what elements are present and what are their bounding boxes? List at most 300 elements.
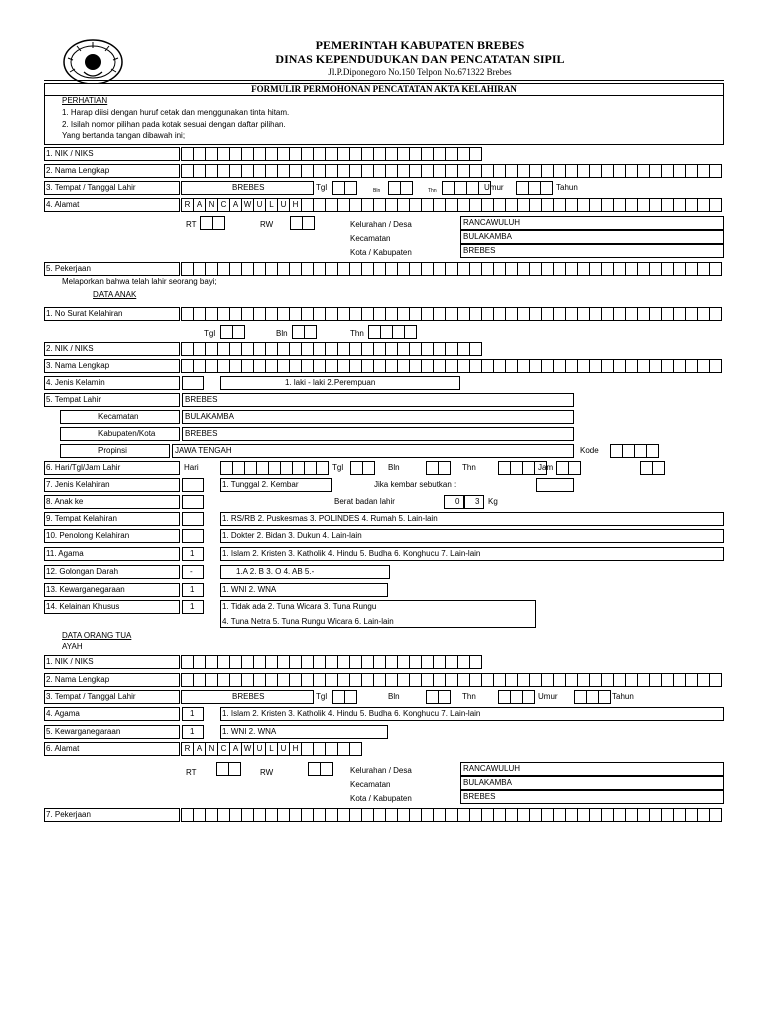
- char-cell[interactable]: [557, 461, 569, 475]
- char-cell[interactable]: [386, 673, 398, 687]
- reporter-umur-field[interactable]: [516, 181, 553, 195]
- char-cell[interactable]: [554, 307, 566, 321]
- char-cell[interactable]: [650, 262, 662, 276]
- char-cell[interactable]: [218, 673, 230, 687]
- child-berat-field-b[interactable]: [464, 495, 484, 509]
- char-cell[interactable]: [529, 181, 541, 195]
- char-cell[interactable]: [242, 164, 254, 178]
- char-cell[interactable]: A: [230, 742, 242, 756]
- char-cell[interactable]: [674, 198, 686, 212]
- char-cell[interactable]: [662, 307, 674, 321]
- char-cell[interactable]: [182, 808, 194, 822]
- char-cell[interactable]: [698, 198, 710, 212]
- char-cell[interactable]: [290, 673, 302, 687]
- char-cell[interactable]: [470, 673, 482, 687]
- char-cell[interactable]: [290, 342, 302, 356]
- char-cell[interactable]: [206, 359, 218, 373]
- child-berat-field-a[interactable]: [444, 495, 464, 509]
- char-cell[interactable]: [369, 325, 381, 339]
- father-umur-field[interactable]: [574, 690, 611, 704]
- char-cell[interactable]: [266, 673, 278, 687]
- char-cell[interactable]: [602, 262, 614, 276]
- char-cell[interactable]: [422, 262, 434, 276]
- char-cell[interactable]: A: [230, 198, 242, 212]
- child-anakke-field[interactable]: [182, 495, 204, 509]
- char-cell[interactable]: [566, 198, 578, 212]
- char-cell[interactable]: [434, 262, 446, 276]
- char-cell[interactable]: [362, 359, 374, 373]
- char-cell[interactable]: [230, 147, 242, 161]
- char-cell[interactable]: U: [254, 198, 266, 212]
- char-cell[interactable]: [386, 359, 398, 373]
- char-cell[interactable]: [518, 359, 530, 373]
- char-cell[interactable]: [554, 262, 566, 276]
- char-cell[interactable]: [293, 461, 305, 475]
- char-cell[interactable]: [242, 262, 254, 276]
- char-cell[interactable]: [614, 262, 626, 276]
- char-cell[interactable]: [194, 808, 206, 822]
- father-pekerjaan-field[interactable]: [181, 808, 722, 822]
- char-cell[interactable]: [506, 262, 518, 276]
- char-cell[interactable]: [446, 808, 458, 822]
- char-cell[interactable]: [218, 262, 230, 276]
- char-cell[interactable]: [518, 307, 530, 321]
- char-cell[interactable]: [410, 808, 422, 822]
- char-cell[interactable]: [422, 655, 434, 669]
- char-cell[interactable]: [242, 655, 254, 669]
- char-cell[interactable]: [389, 181, 401, 195]
- char-cell[interactable]: [686, 359, 698, 373]
- char-cell[interactable]: A: [194, 742, 206, 756]
- char-cell[interactable]: [362, 307, 374, 321]
- child-tempat-field[interactable]: [182, 393, 574, 407]
- char-cell[interactable]: [257, 461, 269, 475]
- child-kec-field[interactable]: [182, 410, 574, 424]
- char-cell[interactable]: [410, 147, 422, 161]
- char-cell[interactable]: [422, 673, 434, 687]
- char-cell[interactable]: [266, 164, 278, 178]
- char-cell[interactable]: [674, 307, 686, 321]
- char-cell[interactable]: [542, 164, 554, 178]
- char-cell[interactable]: [302, 164, 314, 178]
- char-cell[interactable]: [206, 262, 218, 276]
- char-cell[interactable]: [302, 673, 314, 687]
- char-cell[interactable]: [614, 359, 626, 373]
- reporter-rt-field[interactable]: [200, 216, 225, 230]
- char-cell[interactable]: [302, 262, 314, 276]
- char-cell[interactable]: [206, 147, 218, 161]
- char-cell[interactable]: [206, 673, 218, 687]
- char-cell[interactable]: [302, 742, 314, 756]
- char-cell[interactable]: [326, 655, 338, 669]
- char-cell[interactable]: [446, 164, 458, 178]
- char-cell[interactable]: [305, 325, 317, 339]
- father-rt-field[interactable]: [216, 762, 241, 776]
- child-kode-field[interactable]: [610, 444, 659, 458]
- char-cell[interactable]: [710, 673, 722, 687]
- char-cell[interactable]: [338, 742, 350, 756]
- char-cell[interactable]: [374, 147, 386, 161]
- char-cell[interactable]: [254, 808, 266, 822]
- char-cell[interactable]: [499, 461, 511, 475]
- child-tgl-field[interactable]: [350, 461, 375, 475]
- char-cell[interactable]: [422, 342, 434, 356]
- char-cell[interactable]: [398, 164, 410, 178]
- char-cell[interactable]: [338, 164, 350, 178]
- char-cell[interactable]: [326, 359, 338, 373]
- char-cell[interactable]: [326, 673, 338, 687]
- char-cell[interactable]: [578, 198, 590, 212]
- char-cell[interactable]: [434, 342, 446, 356]
- char-cell[interactable]: [602, 359, 614, 373]
- char-cell[interactable]: [345, 181, 357, 195]
- char-cell[interactable]: [518, 164, 530, 178]
- char-cell[interactable]: [326, 742, 338, 756]
- char-cell[interactable]: [641, 461, 653, 475]
- reporter-kota-field[interactable]: [460, 244, 724, 258]
- reporter-pekerjaan-field[interactable]: [181, 262, 722, 276]
- char-cell[interactable]: [566, 808, 578, 822]
- char-cell[interactable]: [458, 673, 470, 687]
- char-cell[interactable]: [541, 181, 553, 195]
- char-cell[interactable]: [290, 359, 302, 373]
- char-cell[interactable]: [422, 164, 434, 178]
- char-cell[interactable]: [611, 444, 623, 458]
- char-cell[interactable]: [518, 673, 530, 687]
- char-cell[interactable]: [206, 808, 218, 822]
- char-cell[interactable]: [206, 164, 218, 178]
- char-cell[interactable]: [314, 359, 326, 373]
- char-cell[interactable]: [278, 262, 290, 276]
- char-cell[interactable]: [230, 673, 242, 687]
- char-cell[interactable]: [386, 808, 398, 822]
- char-cell[interactable]: [302, 198, 314, 212]
- char-cell[interactable]: [410, 262, 422, 276]
- char-cell[interactable]: [266, 307, 278, 321]
- char-cell[interactable]: [650, 673, 662, 687]
- char-cell[interactable]: [674, 164, 686, 178]
- char-cell[interactable]: [314, 164, 326, 178]
- char-cell[interactable]: [386, 164, 398, 178]
- char-cell[interactable]: [446, 262, 458, 276]
- char-cell[interactable]: [506, 198, 518, 212]
- char-cell[interactable]: [590, 673, 602, 687]
- char-cell[interactable]: [626, 359, 638, 373]
- char-cell[interactable]: [194, 262, 206, 276]
- char-cell[interactable]: [201, 216, 213, 230]
- char-cell[interactable]: [542, 359, 554, 373]
- char-cell[interactable]: [405, 325, 417, 339]
- char-cell[interactable]: [523, 690, 535, 704]
- char-cell[interactable]: [278, 808, 290, 822]
- child-bln-field[interactable]: [426, 461, 451, 475]
- char-cell[interactable]: [194, 307, 206, 321]
- char-cell[interactable]: [182, 655, 194, 669]
- char-cell[interactable]: [662, 673, 674, 687]
- char-cell[interactable]: [410, 673, 422, 687]
- char-cell[interactable]: [599, 690, 611, 704]
- char-cell[interactable]: [362, 673, 374, 687]
- char-cell[interactable]: [422, 147, 434, 161]
- char-cell[interactable]: [530, 262, 542, 276]
- char-cell[interactable]: [542, 262, 554, 276]
- reporter-rw-field[interactable]: [290, 216, 315, 230]
- char-cell[interactable]: N: [206, 198, 218, 212]
- char-cell[interactable]: [386, 262, 398, 276]
- char-cell[interactable]: [398, 198, 410, 212]
- char-cell[interactable]: [345, 690, 357, 704]
- char-cell[interactable]: [470, 307, 482, 321]
- char-cell[interactable]: [470, 808, 482, 822]
- char-cell[interactable]: [386, 147, 398, 161]
- char-cell[interactable]: [398, 808, 410, 822]
- char-cell[interactable]: [281, 461, 293, 475]
- char-cell[interactable]: [218, 307, 230, 321]
- char-cell[interactable]: [530, 307, 542, 321]
- char-cell[interactable]: [230, 342, 242, 356]
- char-cell[interactable]: [470, 655, 482, 669]
- char-cell[interactable]: [653, 461, 665, 475]
- char-cell[interactable]: C: [218, 742, 230, 756]
- char-cell[interactable]: [338, 673, 350, 687]
- char-cell[interactable]: [242, 808, 254, 822]
- char-cell[interactable]: [254, 262, 266, 276]
- char-cell[interactable]: [686, 262, 698, 276]
- char-cell[interactable]: [638, 307, 650, 321]
- char-cell[interactable]: [266, 262, 278, 276]
- reporter-bln-field[interactable]: [388, 181, 413, 195]
- char-cell[interactable]: [623, 444, 635, 458]
- char-cell[interactable]: [302, 808, 314, 822]
- char-cell[interactable]: [506, 164, 518, 178]
- char-cell[interactable]: [350, 307, 362, 321]
- char-cell[interactable]: [422, 307, 434, 321]
- char-cell[interactable]: [587, 690, 599, 704]
- char-cell[interactable]: [266, 342, 278, 356]
- char-cell[interactable]: [530, 808, 542, 822]
- char-cell[interactable]: [626, 198, 638, 212]
- char-cell[interactable]: [662, 359, 674, 373]
- char-cell[interactable]: [338, 262, 350, 276]
- char-cell[interactable]: L: [266, 198, 278, 212]
- char-cell[interactable]: [434, 307, 446, 321]
- char-cell[interactable]: [206, 307, 218, 321]
- char-cell[interactable]: [386, 655, 398, 669]
- char-cell[interactable]: [182, 164, 194, 178]
- char-cell[interactable]: [506, 673, 518, 687]
- char-cell[interactable]: [590, 262, 602, 276]
- child-jk-field[interactable]: [182, 376, 204, 390]
- char-cell[interactable]: [314, 262, 326, 276]
- char-cell[interactable]: [698, 359, 710, 373]
- char-cell[interactable]: [254, 673, 266, 687]
- char-cell[interactable]: [278, 342, 290, 356]
- char-cell[interactable]: [602, 307, 614, 321]
- char-cell[interactable]: [218, 655, 230, 669]
- char-cell[interactable]: A: [194, 198, 206, 212]
- char-cell[interactable]: [362, 262, 374, 276]
- char-cell[interactable]: [698, 262, 710, 276]
- char-cell[interactable]: [242, 307, 254, 321]
- char-cell[interactable]: [578, 808, 590, 822]
- char-cell[interactable]: [458, 307, 470, 321]
- char-cell[interactable]: [290, 307, 302, 321]
- char-cell[interactable]: [578, 307, 590, 321]
- char-cell[interactable]: [338, 359, 350, 373]
- char-cell[interactable]: [566, 359, 578, 373]
- char-cell[interactable]: [458, 147, 470, 161]
- reporter-alamat-field[interactable]: [181, 198, 722, 212]
- char-cell[interactable]: [386, 342, 398, 356]
- char-cell[interactable]: [398, 359, 410, 373]
- char-cell[interactable]: [266, 808, 278, 822]
- char-cell[interactable]: [194, 147, 206, 161]
- char-cell[interactable]: [302, 342, 314, 356]
- char-cell[interactable]: [470, 198, 482, 212]
- reporter-nik-field[interactable]: [181, 147, 482, 161]
- char-cell[interactable]: [662, 808, 674, 822]
- char-cell[interactable]: [218, 147, 230, 161]
- char-cell[interactable]: [305, 461, 317, 475]
- char-cell[interactable]: [398, 147, 410, 161]
- char-cell[interactable]: [242, 342, 254, 356]
- char-cell[interactable]: [614, 198, 626, 212]
- char-cell[interactable]: [351, 461, 363, 475]
- char-cell[interactable]: [278, 673, 290, 687]
- char-cell[interactable]: [554, 359, 566, 373]
- reporter-nama-field[interactable]: [181, 164, 722, 178]
- char-cell[interactable]: [458, 655, 470, 669]
- char-cell[interactable]: [427, 690, 439, 704]
- char-cell[interactable]: [710, 198, 722, 212]
- char-cell[interactable]: [467, 181, 479, 195]
- char-cell[interactable]: [578, 359, 590, 373]
- char-cell[interactable]: [290, 164, 302, 178]
- char-cell[interactable]: [278, 307, 290, 321]
- father-nama-field[interactable]: [181, 673, 722, 687]
- char-cell[interactable]: [647, 444, 659, 458]
- char-cell[interactable]: [254, 147, 266, 161]
- char-cell[interactable]: [518, 198, 530, 212]
- child-surat-bln-field[interactable]: [292, 325, 317, 339]
- char-cell[interactable]: [302, 307, 314, 321]
- char-cell[interactable]: [233, 325, 245, 339]
- char-cell[interactable]: [686, 198, 698, 212]
- char-cell[interactable]: [362, 808, 374, 822]
- char-cell[interactable]: [434, 147, 446, 161]
- char-cell[interactable]: [338, 147, 350, 161]
- char-cell[interactable]: [458, 164, 470, 178]
- char-cell[interactable]: [530, 359, 542, 373]
- child-kembar-field[interactable]: [536, 478, 574, 492]
- char-cell[interactable]: [446, 147, 458, 161]
- char-cell[interactable]: W: [242, 742, 254, 756]
- father-rw-field[interactable]: [308, 762, 333, 776]
- char-cell[interactable]: [278, 359, 290, 373]
- char-cell[interactable]: [482, 164, 494, 178]
- char-cell[interactable]: [614, 307, 626, 321]
- char-cell[interactable]: [554, 164, 566, 178]
- char-cell[interactable]: [578, 262, 590, 276]
- char-cell[interactable]: [446, 359, 458, 373]
- char-cell[interactable]: [590, 198, 602, 212]
- char-cell[interactable]: [458, 342, 470, 356]
- char-cell[interactable]: [458, 359, 470, 373]
- child-jenis-kel-field[interactable]: [182, 478, 204, 492]
- char-cell[interactable]: [443, 181, 455, 195]
- char-cell[interactable]: [230, 307, 242, 321]
- char-cell[interactable]: [674, 359, 686, 373]
- char-cell[interactable]: [482, 673, 494, 687]
- char-cell[interactable]: [350, 342, 362, 356]
- char-cell[interactable]: [710, 307, 722, 321]
- char-cell[interactable]: [350, 742, 362, 756]
- char-cell[interactable]: [374, 673, 386, 687]
- char-cell[interactable]: [230, 262, 242, 276]
- char-cell[interactable]: [710, 262, 722, 276]
- char-cell[interactable]: [494, 307, 506, 321]
- char-cell[interactable]: [590, 307, 602, 321]
- char-cell[interactable]: [710, 808, 722, 822]
- char-cell[interactable]: [446, 673, 458, 687]
- char-cell[interactable]: [362, 655, 374, 669]
- char-cell[interactable]: [650, 164, 662, 178]
- char-cell[interactable]: [398, 342, 410, 356]
- char-cell[interactable]: [350, 808, 362, 822]
- char-cell[interactable]: [458, 198, 470, 212]
- char-cell[interactable]: [333, 690, 345, 704]
- char-cell[interactable]: [362, 342, 374, 356]
- char-cell[interactable]: [374, 262, 386, 276]
- child-goldar-field[interactable]: [182, 565, 204, 579]
- char-cell[interactable]: [506, 808, 518, 822]
- char-cell[interactable]: [410, 655, 422, 669]
- child-surat-thn-field[interactable]: [368, 325, 417, 339]
- char-cell[interactable]: [254, 164, 266, 178]
- char-cell[interactable]: [230, 808, 242, 822]
- char-cell[interactable]: [698, 673, 710, 687]
- char-cell[interactable]: [350, 164, 362, 178]
- char-cell[interactable]: L: [266, 742, 278, 756]
- char-cell[interactable]: [410, 198, 422, 212]
- father-alamat-field[interactable]: [181, 742, 362, 756]
- char-cell[interactable]: U: [278, 742, 290, 756]
- char-cell[interactable]: [590, 359, 602, 373]
- char-cell[interactable]: [674, 808, 686, 822]
- char-cell[interactable]: [314, 147, 326, 161]
- char-cell[interactable]: [523, 461, 535, 475]
- char-cell[interactable]: [290, 262, 302, 276]
- char-cell[interactable]: [269, 461, 281, 475]
- child-surat-tgl-field[interactable]: [220, 325, 245, 339]
- char-cell[interactable]: [554, 808, 566, 822]
- char-cell[interactable]: [374, 307, 386, 321]
- char-cell[interactable]: [374, 359, 386, 373]
- char-cell[interactable]: [638, 808, 650, 822]
- char-cell[interactable]: [386, 307, 398, 321]
- char-cell[interactable]: [602, 164, 614, 178]
- char-cell[interactable]: [434, 359, 446, 373]
- father-thn-field[interactable]: [498, 690, 535, 704]
- char-cell[interactable]: [326, 808, 338, 822]
- char-cell[interactable]: [362, 147, 374, 161]
- char-cell[interactable]: [338, 655, 350, 669]
- char-cell[interactable]: [362, 164, 374, 178]
- char-cell[interactable]: [590, 164, 602, 178]
- char-cell[interactable]: [662, 164, 674, 178]
- char-cell[interactable]: [374, 808, 386, 822]
- char-cell[interactable]: [182, 307, 194, 321]
